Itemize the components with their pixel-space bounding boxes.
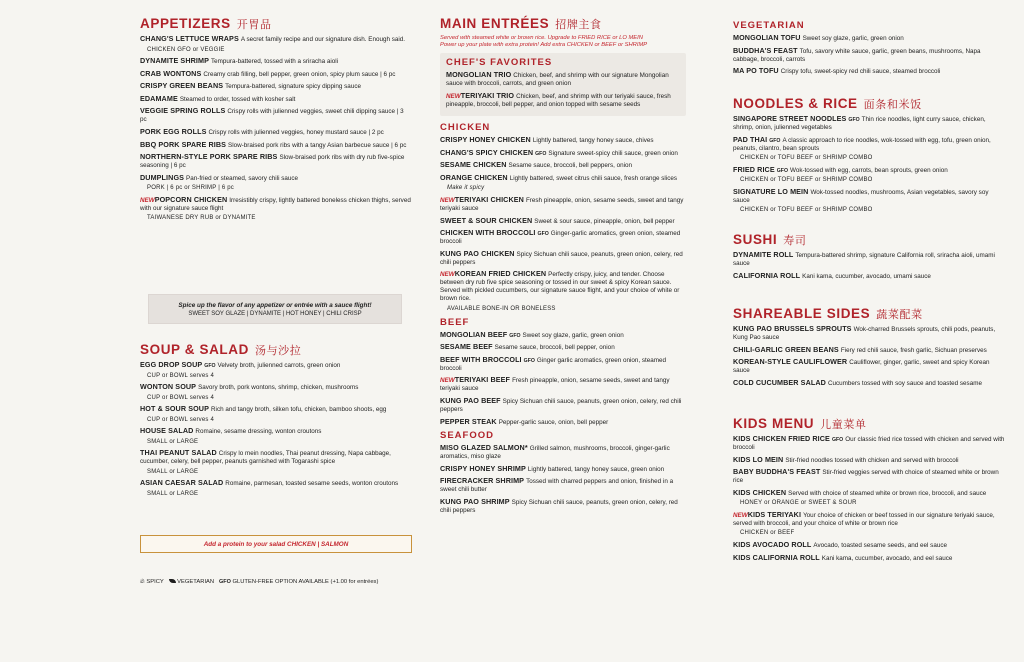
item-name: KOREAN FRIED CHICKEN xyxy=(454,269,547,279)
item-name: CHILI-GARLIC GREEN BEANS xyxy=(733,344,839,354)
item-name: PORK EGG ROLLS xyxy=(140,127,207,137)
shareable-list xyxy=(733,325,1005,388)
item-options: PORK | 6 pc or SHRIMP | 6 pc xyxy=(147,185,234,192)
beef-title: BEEF xyxy=(440,316,470,328)
gfo-badge: GFO xyxy=(204,363,216,369)
gfo-badge: GFO xyxy=(509,332,521,339)
item-description: Ginger garlic aromatics, green onion, steamed broccoli xyxy=(440,356,667,372)
menu-item xyxy=(733,136,1005,163)
menu-item xyxy=(733,47,1005,64)
gfo-badge: GFO xyxy=(769,137,781,144)
item-description: Romaine, parmesan, toasted sesame seeds, wonton croutons xyxy=(225,480,399,488)
item-name: MONGOLIAN BEEF xyxy=(440,329,508,339)
item-description: Wok-tossed with egg, carrots, bean sprouts, green onion xyxy=(789,166,948,174)
new-badge: NEW xyxy=(440,197,455,205)
seafood-list xyxy=(440,444,686,515)
item-name: PEPPER STEAK xyxy=(440,416,497,426)
menu-item xyxy=(140,70,412,79)
item-description: Lightly battered, tangy honey sauce, chives xyxy=(532,137,654,145)
menu-item xyxy=(733,435,1005,452)
item-description: Fresh pineapple, onion, sesame seeds, sweet and tangy teriyaki sauce xyxy=(440,197,684,213)
noodles-title: NOODLES & RICE 面条和米饭 xyxy=(733,96,922,111)
menu-item xyxy=(733,346,1005,355)
item-options: CHICKEN or TOFU BEEF or SHRIMP COMBO xyxy=(740,207,873,214)
item-description: Wok-charred Brussels sprouts, chili pods, peanuts, Kung Pao sauce xyxy=(733,326,996,341)
mains-title: MAIN ENTRÉES 招牌主食 xyxy=(440,16,602,31)
item-description: Crispy rolls with julienned veggies, honey mustard sauce | 2 pc xyxy=(208,129,384,137)
item-name: TERIYAKI TRIO xyxy=(460,90,515,100)
item-name: DYNAMITE SHRIMP xyxy=(140,56,209,66)
item-options: CHICKEN or BEEF xyxy=(740,530,795,537)
legend-gfo: GFO xyxy=(218,579,231,585)
item-name: CRISPY HONEY SHRIMP xyxy=(440,463,526,473)
menu-item xyxy=(140,405,412,424)
gfo-badge: GFO xyxy=(535,150,547,157)
sushi-title: SUSHI 寿司 xyxy=(733,232,807,247)
item-description: Lightly battered, tangy honey sauce, green onion xyxy=(527,465,665,473)
item-description: Stir-fried noodles tossed with chicken and served with broccoli xyxy=(785,456,959,464)
item-name: TERIYAKI BEEF xyxy=(454,375,511,385)
menu-item xyxy=(440,343,686,352)
item-description: Stir-fried veggies served with choice of steamed white or brown rice xyxy=(733,469,999,485)
item-description: Tofu, savory white sauce, garlic, green beans, mushrooms, Napa cabbage, broccoli, carrots xyxy=(733,47,981,63)
item-name: ASIAN CAESAR SALAD xyxy=(140,478,224,488)
menu-item xyxy=(733,251,1005,268)
menu-item xyxy=(440,174,686,193)
item-description: Served with choice of steamed white or brown rice, broccoli, and sauce xyxy=(788,489,987,497)
appetizers-section xyxy=(140,16,412,226)
item-description: Spicy Sichuan chili sauce, peanuts, green onion, celery, red chili peppers xyxy=(440,397,682,413)
item-description: Ginger-garlic aromatics, green onion, steamed broccoli xyxy=(440,230,681,246)
new-badge: NEW xyxy=(733,511,748,519)
menu-item xyxy=(440,149,686,158)
item-description: Thin rice noodles, light curry sauce, chicken, shrimp, onion, julienned vegetables xyxy=(733,116,986,131)
item-description: Tempura-battered shrimp, signature California roll, sriracha aioli, umami sauce xyxy=(733,252,995,267)
item-options: CHICKEN or TOFU BEEF or SHRIMP COMBO xyxy=(740,177,873,184)
item-name: MONGOLIAN TRIO xyxy=(446,70,512,79)
legend xyxy=(140,578,378,586)
item-name: SESAME BEEF xyxy=(440,342,493,352)
chefs-favorites xyxy=(440,53,686,116)
item-description: Rich and tangy broth, silken tofu, chicken, bamboo shoots, egg xyxy=(211,406,387,414)
item-description: Velvety broth, julienned carrots, green onion xyxy=(217,362,341,369)
sushi-section xyxy=(733,232,1005,284)
item-description: Spicy Sichuan chili sauce, peanuts, green onion, celery, red chili peppers xyxy=(440,250,683,266)
menu-item xyxy=(140,95,412,104)
soup-salad-list xyxy=(140,361,412,498)
item-description: A classic approach to rice noodles, wok-tossed with egg, tofu, green onion, peanuts, cilantro, bean sprouts xyxy=(733,136,991,152)
menu-item xyxy=(446,71,680,88)
item-name: CRISPY HONEY CHICKEN xyxy=(440,135,531,145)
chefs-list xyxy=(446,71,680,109)
item-name: POPCORN CHICKEN xyxy=(154,194,228,204)
noodles-list xyxy=(733,115,1005,214)
item-name: KIDS CALIFORNIA ROLL xyxy=(733,552,820,562)
menu-item xyxy=(440,444,686,461)
chefs-favorites-title: CHEF'S FAVORITES xyxy=(446,57,553,68)
menu-item xyxy=(733,325,1005,342)
item-description: Savory broth, pork wontons, shrimp, chicken, mushrooms xyxy=(198,384,359,392)
shareable-section xyxy=(733,306,1005,391)
item-name: DUMPLINGS xyxy=(140,172,185,182)
menu-item xyxy=(140,153,412,170)
item-description: Cucumbers tossed with soy sauce and toasted sesame xyxy=(827,379,982,387)
item-description: Tempura-battered, signature spicy dipping sauce xyxy=(225,83,361,91)
item-description: Chicken, beef, and shrimp with our signature Mongolian sauce with broccoli, carrots, and green onion xyxy=(446,72,669,87)
menu-item xyxy=(733,67,1005,76)
item-description: Your choice of chicken or beef tossed in our signature teriyaki sauce, served with broccoli, and your choice of white or brown rice xyxy=(733,511,995,527)
item-description: Tempura-battered, tossed with a sriracha aioli xyxy=(211,58,339,66)
menu-item xyxy=(440,418,686,427)
item-description: Kani kama, cucumber, avocado, and eel sauce xyxy=(821,554,953,562)
protein-promo xyxy=(140,535,412,553)
mains-note-protein: Power up your plate with extra protein! Add extra CHICKEN or BEEF or SHRIMP xyxy=(440,42,648,48)
item-description: Kani kama, cucumber, avocado, umami sauce xyxy=(802,272,931,280)
item-options: SMALL or LARGE xyxy=(147,438,199,445)
item-description: Sweet soy glaze, garlic, green onion xyxy=(802,35,904,42)
item-description: Avocado, toasted sesame seeds, and eel sauce xyxy=(813,541,947,549)
noodles-section xyxy=(733,96,1005,218)
kids-list xyxy=(733,435,1005,563)
item-options: SMALL or LARGE xyxy=(147,490,199,497)
item-description: Sweet soy glaze, garlic, green onion xyxy=(522,331,624,339)
menu-item xyxy=(733,115,1005,132)
item-description: Cauliflower, ginger, garlic, sweet and spicy Korean sauce xyxy=(733,359,990,375)
item-description: Creamy crab filling, bell pepper, green onion, spicy plum sauce | 6 pc xyxy=(203,70,396,78)
gfo-badge: GFO xyxy=(848,117,860,123)
item-name: KIDS TERIYAKI xyxy=(747,509,802,519)
menu-item xyxy=(140,107,412,124)
menu-item xyxy=(733,166,1005,185)
item-options: CUP or BOWL serves 4 xyxy=(147,416,215,423)
chicken-list xyxy=(440,136,686,313)
new-badge: NEW xyxy=(440,271,455,279)
item-options: SMALL or LARGE xyxy=(147,468,199,475)
item-name: SIGNATURE LO MEIN xyxy=(733,186,809,196)
menu-item xyxy=(140,361,412,380)
item-description: Spicy Sichuan chili sauce, peanuts, green onion, celery, red chili peppers xyxy=(440,498,678,514)
sauce-flight-promo xyxy=(148,294,402,324)
menu-item xyxy=(733,188,1005,215)
item-description: Slow-braised pork ribs with dry rub five-spice seasoning | 6 pc xyxy=(140,154,405,170)
menu-item xyxy=(440,229,686,246)
sauce-promo-body: SWEET SOY GLAZE | DYNAMITE | HOT HONEY | CHILI CRISP xyxy=(188,310,362,317)
item-options: CHICKEN GFO or VEGGIE xyxy=(147,46,225,53)
menu-item xyxy=(140,57,412,66)
menu-item xyxy=(733,511,1005,538)
item-options: HONEY or ORANGE or SWEET & SOUR xyxy=(740,500,857,507)
item-name: HOT & SOUR SOUP xyxy=(140,404,209,414)
sushi-list xyxy=(733,251,1005,281)
menu-item xyxy=(440,356,686,373)
menu-item xyxy=(440,376,686,393)
item-description: Our classic fried rice tossed with chicken and served with broccoli xyxy=(733,436,1005,451)
item-name: ORANGE CHICKEN xyxy=(440,172,508,182)
vegetarian-title: VEGETARIAN xyxy=(733,20,805,31)
item-name: PAD THAI xyxy=(733,134,768,144)
item-name: MONGOLIAN TOFU xyxy=(733,33,801,42)
item-name: CALIFORNIA ROLL xyxy=(733,270,801,280)
item-name: SWEET & SOUR CHICKEN xyxy=(440,215,533,225)
item-description: Fresh pineapple, onion, sesame seeds, sweet and tangy teriyaki sauce xyxy=(440,377,670,393)
item-description: Sesame sauce, broccoli, bell peppers, onion xyxy=(508,162,633,170)
item-description: Chicken, beef, and shrimp with our teriyaki sauce, fresh pineapple, broccoli, bell pepper, and onion topped with sesame seeds xyxy=(446,92,671,108)
item-name: MA PO TOFU xyxy=(733,66,779,76)
kids-title: KIDS MENU 儿童菜单 xyxy=(733,416,867,431)
item-description: Sweet & sour sauce, pineapple, onion, bell pepper xyxy=(534,217,675,225)
item-name: KUNG PAO BEEF xyxy=(440,395,501,405)
item-name: MISO GLAZED SALMON* xyxy=(440,443,528,453)
item-description: Irresistibly crispy, lightly battered boneless chicken thighs, served with our signature sauce flight xyxy=(140,196,411,212)
item-description: Tossed with charred peppers and onion, finished in a sweet chili butter xyxy=(440,478,674,494)
legend-veg: VEGETARIAN xyxy=(177,579,215,585)
item-name: CHANG'S LETTUCE WRAPS xyxy=(140,34,239,43)
item-description: Lightly battered, sweet citrus chili sauce, fresh orange slices xyxy=(509,174,678,182)
item-name: VEGGIE SPRING ROLLS xyxy=(140,106,226,116)
menu-item xyxy=(440,136,686,145)
item-name: SINGAPORE STREET NOODLES xyxy=(733,114,847,123)
beef-list xyxy=(440,331,686,427)
menu-item xyxy=(140,82,412,91)
item-name: KIDS CHICKEN FRIED RICE xyxy=(733,434,830,443)
item-name: BUDDHA'S FEAST xyxy=(733,45,798,55)
menu-item xyxy=(733,554,1005,563)
item-description: Crispy rolls with julienned veggies, sweet chili dipping sauce | 3 pc xyxy=(140,108,404,124)
chicken-title: CHICKEN xyxy=(440,122,491,134)
menu-item xyxy=(140,196,412,223)
item-options: AVAILABLE BONE-IN OR BONELESS xyxy=(447,305,556,312)
item-description: Signature sweet-spicy chili sauce, green onion xyxy=(548,149,678,157)
menu-item xyxy=(140,174,412,193)
menu-item xyxy=(733,379,1005,388)
appetizers-title: APPETIZERS 开胃品 xyxy=(140,16,272,31)
item-name: SESAME CHICKEN xyxy=(440,160,507,170)
item-name: NORTHERN-STYLE PORK SPARE RIBS xyxy=(140,152,278,162)
item-name: DYNAMITE ROLL xyxy=(733,250,794,259)
soup-salad-title: SOUP & SALAD 汤与沙拉 xyxy=(140,342,302,357)
item-description: Slow-braised pork ribs with a tangy Asian barbecue sauce | 6 pc xyxy=(228,141,407,149)
legend-spicy: SPICY xyxy=(146,579,164,585)
flame-icon: 🔥︎ xyxy=(140,578,145,585)
menu-item xyxy=(440,196,686,213)
item-name: BEEF WITH BROCCOLI xyxy=(440,354,522,364)
item-description: Pepper-garlic sauce, onion, bell pepper xyxy=(498,418,609,426)
item-description: Pan-fried or steamed, savory chili sauce xyxy=(186,174,299,182)
new-badge: NEW xyxy=(446,92,461,100)
item-name: CHANG'S SPICY CHICKEN xyxy=(440,147,534,157)
menu-item xyxy=(440,217,686,226)
gfo-badge: GFO xyxy=(523,357,535,364)
item-name: TERIYAKI CHICKEN xyxy=(454,195,524,205)
seafood-title: SEAFOOD xyxy=(440,430,494,442)
menu-item xyxy=(140,383,412,402)
menu-item xyxy=(440,250,686,267)
sauce-promo-title: Spice up the flavor of any appetizer or entrée with a sauce flight! xyxy=(178,301,372,309)
menu-item xyxy=(140,427,412,446)
item-description: Wok-tossed noodles, mushrooms, Asian vegetables, savory soy sauce xyxy=(733,188,989,204)
item-options: CUP or BOWL serves 4 xyxy=(147,394,215,401)
gfo-badge: GFO xyxy=(537,231,549,238)
item-name: BBQ PORK SPARE RIBS xyxy=(140,139,227,149)
new-badge: NEW xyxy=(440,377,455,385)
item-name: FIRECRACKER SHRIMP xyxy=(440,476,525,486)
menu-item xyxy=(440,331,686,340)
menu-item xyxy=(733,468,1005,485)
item-description: Sesame sauce, broccoli, bell pepper, onion xyxy=(494,344,615,352)
item-options: TAIWANESE DRY RUB or DYNAMITE xyxy=(147,215,256,222)
menu-item xyxy=(440,477,686,494)
item-name: THAI PEANUT SALAD xyxy=(140,448,217,458)
item-options: CHICKEN or TOFU BEEF or SHRIMP COMBO xyxy=(740,155,873,162)
menu-item xyxy=(733,541,1005,550)
item-name: EGG DROP SOUP xyxy=(140,360,203,369)
item-description: Grilled salmon, mushrooms, broccoli, ginger-garlic aromatics, miso glaze xyxy=(440,445,670,461)
menu-item xyxy=(733,34,1005,43)
legend-gfo-text: GLUTEN-FREE OPTION AVAILABLE (+1.00 for entrées) xyxy=(232,579,379,585)
item-name: KIDS LO MEIN xyxy=(733,454,784,464)
new-badge: NEW xyxy=(140,196,155,204)
item-name: BABY BUDDHA'S FEAST xyxy=(733,467,821,477)
leaf-icon xyxy=(169,579,176,583)
mains-section xyxy=(440,16,686,518)
item-description: Steamed to order, tossed with kosher salt xyxy=(179,95,296,103)
soup-salad-section xyxy=(140,342,412,502)
shareable-title: SHAREABLE SIDES 蔬菜配菜 xyxy=(733,306,923,321)
gfo-badge: GFO xyxy=(776,167,788,174)
item-name: KOREAN-STYLE CAULIFLOWER xyxy=(733,357,848,367)
menu-item xyxy=(733,489,1005,508)
item-name: HOUSE SALAD xyxy=(140,426,194,436)
menu-item xyxy=(140,479,412,498)
item-name: KIDS AVOCADO ROLL xyxy=(733,539,812,549)
menu-item xyxy=(733,358,1005,375)
item-description: Fiery red chili sauce, fresh garlic, Sichuan preserves xyxy=(840,346,987,354)
item-name: KUNG PAO SHRIMP xyxy=(440,496,510,506)
item-description: Crispy lo mein noodles, Thai peanut dressing, Napa cabbage, cucumber, celery, bell pepper, peanuts garnished with Togarashi spice xyxy=(140,450,391,466)
menu-item xyxy=(440,161,686,170)
menu-item xyxy=(446,92,680,109)
menu-item xyxy=(440,465,686,474)
appetizers-list xyxy=(140,35,412,222)
menu-item xyxy=(440,397,686,414)
item-extra: Make it spicy xyxy=(447,185,485,192)
item-description: Perfectly crispy, juicy, and tender. Choose between dry rub five spice seasoning or tossed in our sweet & spicy Korean sauce. Served with pickled cucumbers, our signature sauce flight, and your choice of white or brown rice. xyxy=(440,271,680,303)
item-options: CUP or BOWL serves 4 xyxy=(147,372,215,379)
item-name: KIDS CHICKEN xyxy=(733,487,787,497)
item-description: Crispy tofu, sweet-spicy red chili sauce, steamed broccoli xyxy=(780,68,941,76)
menu-item xyxy=(140,449,412,476)
item-name: COLD CUCUMBER SALAD xyxy=(733,377,826,387)
vegetarian-list xyxy=(733,34,1005,76)
item-name: CRISPY GREEN BEANS xyxy=(140,81,224,91)
menu-item xyxy=(140,35,412,54)
item-name: WONTON SOUP xyxy=(140,382,197,392)
item-name: KUNG PAO CHICKEN xyxy=(440,248,515,258)
mains-note-rice: Served with steamed white or brown rice. Upgrade to FRIED RICE or LO MEIN xyxy=(440,35,643,41)
protein-promo-text: Add a protein to your salad CHICKEN | SALMON xyxy=(203,540,349,548)
item-name: CHICKEN WITH BROCCOLI xyxy=(440,228,536,238)
menu-item xyxy=(140,141,412,150)
kids-section xyxy=(733,416,1005,566)
item-description: A secret family recipe and our signature dish. Enough said. xyxy=(240,36,406,43)
menu-item xyxy=(440,270,686,313)
item-name: EDAMAME xyxy=(140,93,178,103)
gfo-badge: GFO xyxy=(831,437,844,443)
item-name: KUNG PAO BRUSSELS SPROUTS xyxy=(733,324,852,333)
vegetarian-section xyxy=(733,20,1005,80)
item-name: FRIED RICE xyxy=(733,164,775,174)
menu-item xyxy=(140,128,412,137)
menu-item xyxy=(440,498,686,515)
menu-item xyxy=(733,456,1005,465)
menu-item xyxy=(733,272,1005,281)
item-name: CRAB WONTONS xyxy=(140,68,202,78)
item-description: Romaine, sesame dressing, wonton croutons xyxy=(195,428,322,436)
